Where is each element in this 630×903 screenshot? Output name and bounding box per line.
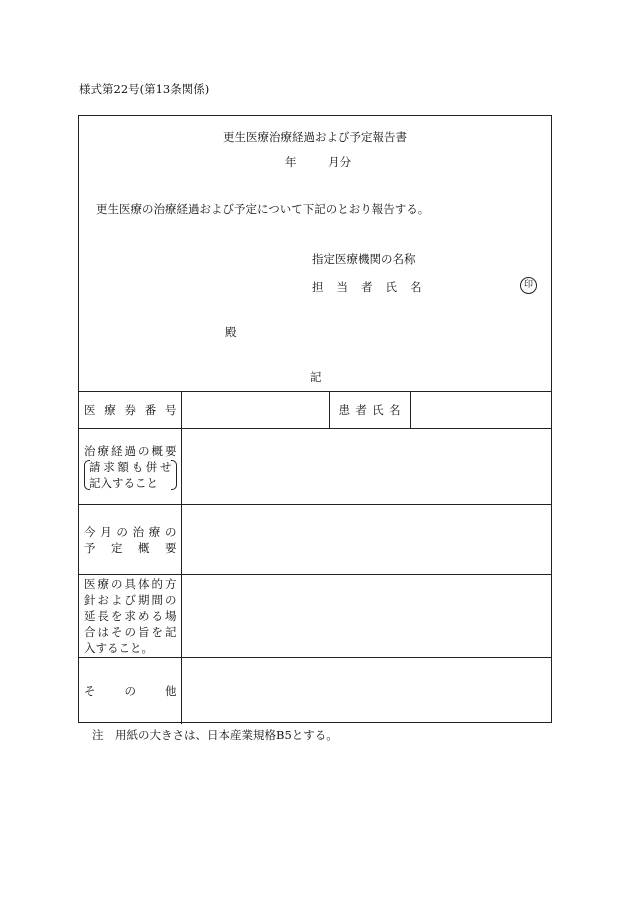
report-table <box>79 391 551 724</box>
table-row <box>79 658 551 724</box>
addressee-suffix: 殿 <box>225 325 237 339</box>
period-month-label: 月分 <box>328 155 352 169</box>
this-month-plan-label: 今 月 の 治 療 の 予 定 概 要 <box>79 505 181 575</box>
this-month-plan-field[interactable] <box>181 505 551 575</box>
ticket-number-chars: 医 療 券 番 号 <box>84 403 177 417</box>
extension-label: 医 療 の 具 体 的 方 針 お よ び 期 間 の 延 長 を 求 め る 場 合 は そ の 旨 を 記 入すること。 <box>79 575 181 658</box>
billing-note: 請 求 額 も 併 せ 記入すること <box>84 459 177 491</box>
paper-size-note: 注 用紙の大きさは、日本産業規格B5とする。 <box>92 728 338 742</box>
ki-label: 記 <box>310 370 322 384</box>
other-label: そ の 他 <box>79 658 181 724</box>
report-form <box>78 115 552 723</box>
form-header <box>79 116 551 391</box>
table-row <box>79 392 551 429</box>
extension-field[interactable] <box>181 575 551 658</box>
ticket-number-field[interactable] <box>181 392 329 429</box>
other-field[interactable] <box>181 658 551 724</box>
patient-name-field[interactable] <box>410 392 551 429</box>
form-number: 様式第22号(第13条関係) <box>79 82 210 96</box>
table-row <box>79 575 551 658</box>
institution-name-label: 指定医療機関の名称 <box>312 252 416 266</box>
document-title: 更生医療治療経過および予定報告書 <box>223 130 407 144</box>
treatment-progress-field[interactable] <box>181 429 551 505</box>
ticket-number-label <box>79 392 181 429</box>
report-period <box>285 154 351 170</box>
treatment-progress-label: 治 療 経 過 の 概 要 請 求 額 も 併 せ 記入すること <box>79 429 181 505</box>
seal-mark: 印 <box>520 277 537 294</box>
patient-name-label: 患 者 氏 名 <box>329 392 410 429</box>
table-row <box>79 505 551 575</box>
report-statement: 更生医療の治療経過および予定について下記のとおり報告する。 <box>96 202 430 216</box>
table-row <box>79 429 551 505</box>
period-year-label: 年 <box>285 155 297 169</box>
person-in-charge-label: 担当者氏名 <box>312 280 435 294</box>
